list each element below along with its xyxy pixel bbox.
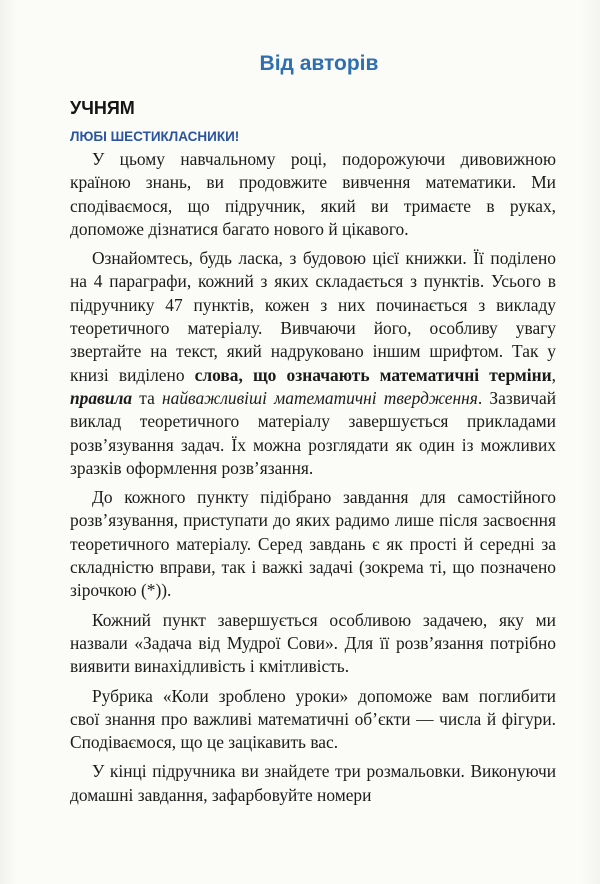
paragraph-owl-task: Кожний пункт завершується особливою задачею, яку ми назвали «Задача від Мудрої Сови». Для її розв’язання потрібно виявити винахідливість і кмітливість. (70, 609, 556, 677)
paragraph-after-lessons: Рубрика «Коли зроблено уроки» допоможе вам поглибити свої знання про важливі математичні об’єкти — числа й фігури. Сподіваємося, що це зацікавить вас. (70, 685, 556, 753)
section-heading: УЧНЯМ (70, 98, 135, 118)
structure-text-start: Ознайомтесь, будь ласка, з будовою цієї книжки. Її поділено на 4 параграфи, кожний з яких складається з пунктів. Усього в підручнику 47 пунктів, кожен з них починається з викладу теоретичного матеріалу. Вивчаючи його, особливу увагу звертайте на текст, який надруковано іншим шрифтом. Так у книзі виділено (70, 248, 556, 385)
paragraph-book-structure (70, 247, 556, 480)
page-title: Від авторів (259, 52, 379, 75)
and-conjunction: та (132, 387, 163, 408)
bold-terms-phrase: слова, що означають математичні терміни (194, 364, 552, 385)
statements-phrase: найважливіші математичні твердження (162, 387, 478, 408)
structure-text-end: . Зазвичай виклад теоретичного матеріалу завершується прикладами розв’язування задач. Їх можна розглядати як один із можливих зразків оформлення розв’язання. (70, 387, 556, 478)
greeting-heading: ЛЮБІ ШЕСТИКЛАСНИКИ! (70, 129, 240, 144)
comma-separator: , (551, 364, 556, 385)
paragraph-intro: У цьому навчальному році, подорожуючи дивовижною країною знань, ви продовжите вивчення математики. Ми сподіваємося, що підручник, який ви тримаєте в руках, допоможе дізнатися багато нового й цікавого. (70, 149, 556, 239)
paragraph-coloring-pages: У кінці підручника ви знайдете три розмальовки. Виконуючи домашні завдання, зафарбовуйте номери (70, 761, 556, 805)
rules-phrase: правила (70, 387, 133, 408)
paragraph-exercises: До кожного пункту підібрано завдання для самостійного розв’язування, приступати до яких радимо лише після засвоєння теоретичного матеріалу. Серед завдань є як прості й середні за складністю вправи, так і важкі задачі (зокрема ті, що позначено зірочкою (*)). (70, 487, 556, 601)
